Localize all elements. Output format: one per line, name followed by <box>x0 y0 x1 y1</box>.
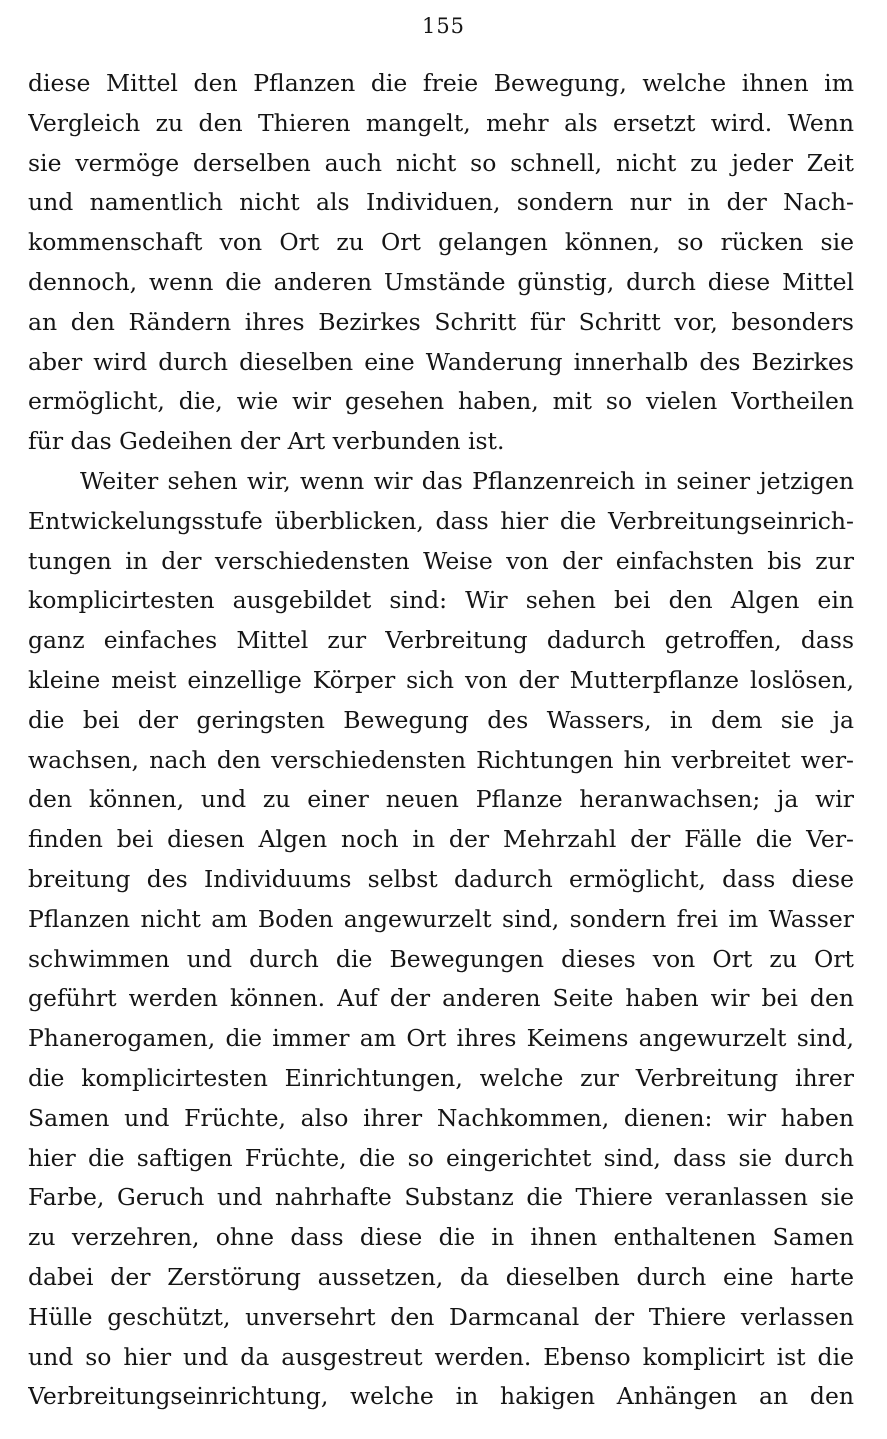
text-line: dennoch, wenn die anderen Umstände günstig, durch diese Mittel <box>28 267 854 296</box>
paragraph <box>28 64 854 462</box>
text-line: den können, und zu einer neuen Pflanze heranwachsen; ja wir <box>28 785 854 814</box>
text-line: Hülle geschützt, unversehrt den Darmcanal der Thiere verlassen <box>28 1302 854 1331</box>
body-text <box>28 64 854 1417</box>
text-line: Vergleich zu den Thieren mangelt, mehr als ersetzt wird. Wenn <box>28 108 854 137</box>
text-line: Weiter sehen wir, wenn wir das Pflanzenreich in seiner jetzigen <box>80 466 854 495</box>
text-line: geführt werden können. Auf der anderen Seite haben wir bei den <box>28 984 854 1013</box>
paragraph <box>28 462 854 1417</box>
text-line: die bei der geringsten Bewegung des Wassers, in dem sie ja <box>28 705 854 734</box>
text-line: und so hier und da ausgestreut werden. Ebenso komplicirt ist die <box>28 1342 854 1371</box>
text-line: Farbe, Geruch und nahrhafte Substanz die Thiere veranlassen sie <box>28 1183 854 1212</box>
text-line: und namentlich nicht als Individuen, sondern nur in der Nach- <box>28 188 854 217</box>
text-line: für das Gedeihen der Art verbunden ist. <box>28 427 505 456</box>
text-line: zu verzehren, ohne dass diese die in ihnen enthaltenen Samen <box>28 1223 854 1252</box>
text-line: wachsen, nach den verschiedensten Richtungen hin verbreitet wer- <box>28 745 854 774</box>
text-line: kommenschaft von Ort zu Ort gelangen können, so rücken sie <box>28 228 854 257</box>
text-line: diese Mittel den Pflanzen die freie Bewegung, welche ihnen im <box>28 69 854 97</box>
text-line: ganz einfaches Mittel zur Verbreitung dadurch getroffen, dass <box>28 626 854 655</box>
text-line: finden bei diesen Algen noch in der Mehrzahl der Fälle die Ver- <box>28 825 854 854</box>
text-line: Samen und Früchte, also ihrer Nachkommen, dienen: wir haben <box>28 1103 854 1132</box>
text-line: komplicirtesten ausgebildet sind: Wir sehen bei den Algen ein <box>28 586 854 615</box>
text-line: ermöglicht, die, wie wir gesehen haben, mit so vielen Vortheilen <box>28 387 854 416</box>
text-line: Entwickelungsstufe überblicken, dass hier die Verbreitungseinrich- <box>28 506 854 535</box>
text-line: breitung des Individuums selbst dadurch ermöglicht, dass diese <box>28 864 854 893</box>
page-number: 155 <box>421 14 466 38</box>
text-line: tungen in der verschiedensten Weise von der einfachsten bis zur <box>28 546 854 575</box>
text-line: aber wird durch dieselben eine Wanderung innerhalb des Bezirkes <box>28 347 854 376</box>
text-line: kleine meist einzellige Körper sich von der Mutterpflanze loslösen, <box>28 665 854 694</box>
text-line: Verbreitungseinrichtung, welche in hakigen Anhängen an den <box>28 1382 854 1411</box>
text-line: Phanerogamen, die immer am Ort ihres Keimens angewurzelt sind, <box>28 1024 854 1053</box>
text-line: an den Rändern ihres Bezirkes Schritt für Schritt vor, besonders <box>28 307 854 336</box>
text-line: schwimmen und durch die Bewegungen dieses von Ort zu Ort <box>28 944 854 973</box>
text-line: hier die saftigen Früchte, die so eingerichtet sind, dass sie durch <box>28 1143 854 1172</box>
text-line: sie vermöge derselben auch nicht so schnell, nicht zu jeder Zeit <box>28 148 854 177</box>
text-line: die komplicirtesten Einrichtungen, welche zur Verbreitung ihrer <box>28 1063 854 1092</box>
text-line: Pflanzen nicht am Boden angewurzelt sind, sondern frei im Wasser <box>28 904 854 933</box>
text-line: dabei der Zerstörung aussetzen, da dieselben durch eine harte <box>28 1262 854 1291</box>
